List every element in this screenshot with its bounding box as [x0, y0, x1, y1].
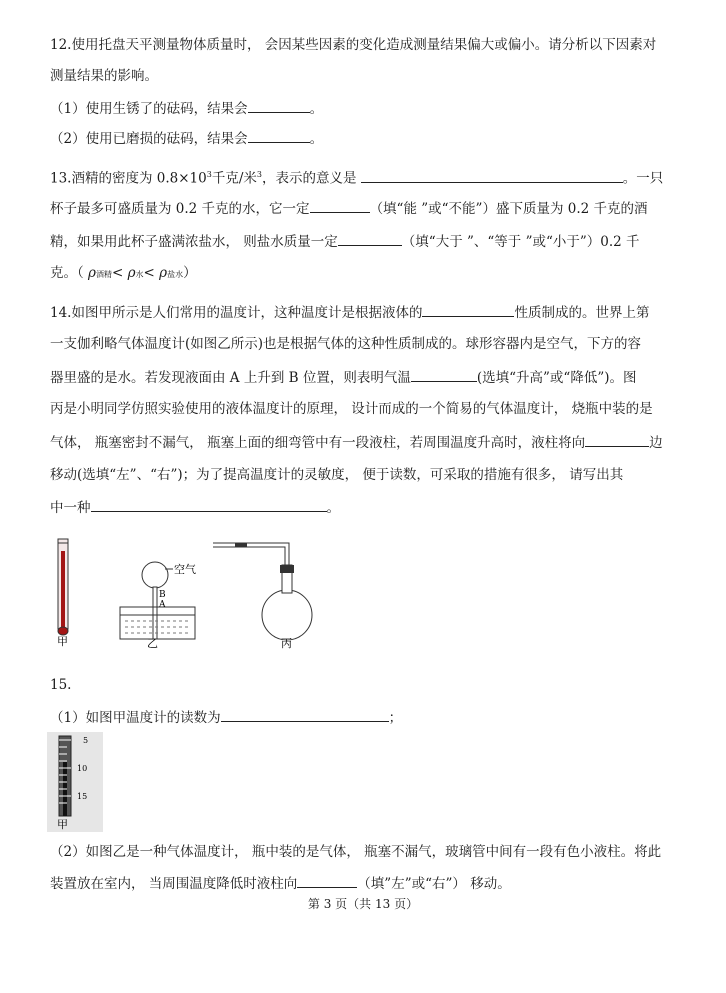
fig-label-a: A — [159, 600, 166, 610]
q15-number: 15. — [50, 677, 72, 693]
answer-blank[interactable] — [297, 873, 357, 888]
q15-part2-line1: （2）如图乙是一种气体温度计， 瓶中装的是气体， 瓶塞不漏气，玻璃管中间有一段有色小液柱。将此 — [50, 844, 662, 860]
q12-part1: （1）使用生锈了的砝码，结果会 。 — [50, 98, 680, 119]
answer-blank[interactable] — [585, 432, 649, 447]
answer-blank[interactable] — [248, 128, 310, 143]
answer-blank[interactable] — [422, 302, 514, 317]
answer-blank[interactable] — [361, 168, 623, 183]
flask-thermometer-bing — [213, 543, 312, 640]
page-footer: 第 3 页（共 13 页） — [307, 897, 419, 911]
tick-label: 5 — [83, 736, 89, 745]
fig-label-bing: 丙 — [281, 637, 292, 650]
q15-part2-line2: 装置放在室内， 当周围温度降低时液柱向 （填”左”或“右”） 移动。 — [50, 873, 680, 894]
q15-part1: （1）如图甲温度计的读数为 ； — [50, 707, 680, 728]
q14-line5: 气体， 瓶塞密封不漏气， 瓶塞上面的细弯管中有一段液柱，若周围温度升高时，液柱将向 边 — [50, 432, 680, 453]
q12-line2: 测量结果的影响。 — [50, 68, 158, 84]
q14-line7: 中一种 。 — [50, 497, 680, 518]
answer-blank[interactable] — [248, 98, 310, 113]
q13-line3: 精，如果用此杯子盛满浓盐水， 则盐水质量一定 （填“大于 ”、“等于 ”或“小于”）0.2 千 — [50, 231, 680, 252]
q14-line4: 丙是小明同学仿照实验使用的液体温度计的原理， 设计而成的一个简易的气体温度计， 烧瓶中装的是 — [50, 401, 653, 417]
fig-label-air: 空气 — [174, 563, 196, 576]
fig-label-jia: 甲 — [57, 818, 68, 831]
tick-label: 10 — [77, 764, 88, 773]
q12-line1: 12.使用托盘天平测量物体质量时， 会因某些因素的变化造成测量结果偏大或偏小。请分析以下因素对 — [50, 37, 657, 53]
q14-line3: 器里盛的是水。若发现液面由 A 上升到 B 位置，则表明气温 (选填“升高”或“降低”)。图 — [50, 367, 680, 388]
q14-line2: 一支伽利略气体温度计(如图乙所示)也是根据气体的这种性质制成的。球形容器内是空气，下方的容 — [50, 336, 642, 352]
q14-figures — [45, 535, 365, 650]
q14-line6: 移动(选填“左”、“右”)；为了提高温度计的灵敏度， 便于读数，可采取的措施有很多， 请写出其 — [50, 467, 624, 483]
fig-label-jia: 甲 — [57, 635, 68, 648]
q12-part2: （2）使用已磨损的砝码，结果会 。 — [50, 128, 680, 149]
q13-line4: 克。（ ρ酒精< ρ水< ρ盐水） — [50, 265, 197, 281]
fig-label-yi: 乙 — [147, 637, 158, 650]
answer-blank[interactable] — [221, 707, 389, 722]
q13-line2: 杯子最多可盛质量为 0.2 千克的水，它一定 （填“能 ”或“不能”）盛下质量为 0.2 千克的酒 — [50, 198, 680, 219]
q15-thermometer-figure — [47, 732, 107, 832]
answer-blank[interactable] — [338, 231, 402, 246]
tick-label: 15 — [77, 792, 88, 801]
answer-blank[interactable] — [91, 497, 327, 512]
q14-line1: 14.如图甲所示是人们常用的温度计，这种温度计是根据液体的 性质制成的。世界上第 — [50, 302, 680, 323]
thermometer-jia — [58, 539, 68, 635]
q13-line1: 13.酒精的密度为 $0.8\times 10^3$千克/米$^3$，表示的意义是 。一只 — [50, 165, 680, 189]
answer-blank[interactable] — [310, 198, 370, 213]
answer-blank[interactable] — [411, 367, 477, 382]
fig-label-b: B — [159, 590, 166, 600]
